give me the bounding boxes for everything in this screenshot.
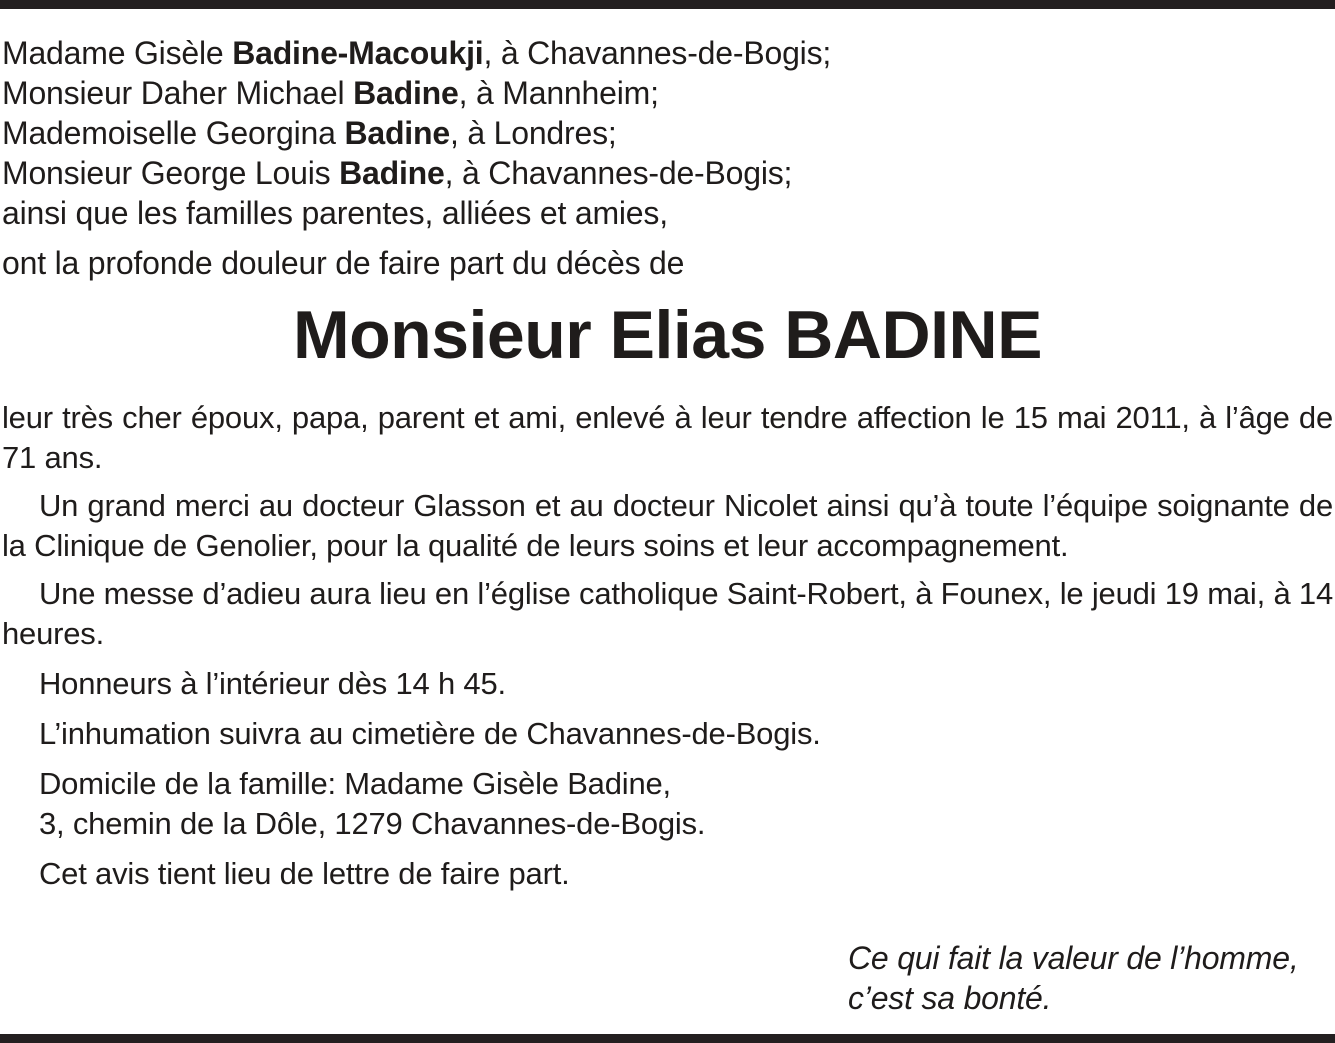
tribute-paragraph: leur très cher époux, papa, parent et ami, enlevé à leur tendre affection le 15 mai 2011, à l’âge de 71 ans.: [2, 400, 1333, 475]
thanks-paragraph: Un grand merci au docteur Glasson et au docteur Nicolet ainsi qu’à toute l’équipe soignante de la Clinique de Genolier, pour la qualité de leurs soins et leur accompagnement.: [2, 488, 1333, 563]
announcement-intro: ont la profonde douleur de faire part du décès de: [2, 245, 685, 281]
family-member-line: [2, 33, 831, 73]
burial-paragraph: L’inhumation suivra au cimetière de Chavannes-de-Bogis.: [39, 716, 821, 751]
notice-paragraph: Cet avis tient lieu de lettre de faire part.: [39, 856, 570, 891]
extended-family-text: ainsi que les familles parentes, alliées et amies,: [2, 195, 668, 231]
quote-line-1: Ce qui fait la valeur de l’homme,: [848, 940, 1299, 976]
honours-paragraph: Honneurs à l’intérieur dès 14 h 45.: [39, 666, 506, 701]
family-member-surname: Badine: [339, 155, 445, 191]
family-member-line: [2, 73, 831, 113]
notice-body: [2, 398, 1333, 894]
extended-family-line: [2, 193, 831, 233]
quote-line-2: c’est sa bonté.: [848, 980, 1052, 1016]
domicile-line-1: Domicile de la famille: Madame Gisèle Badine,: [39, 766, 671, 801]
family-member-name: Monsieur Daher Michael: [2, 75, 354, 111]
family-member-surname: Badine: [344, 115, 450, 151]
family-member-name: Monsieur George Louis: [2, 155, 340, 191]
family-member-line: [2, 153, 831, 193]
family-member-place: , à Chavannes-de-Bogis;: [444, 155, 793, 191]
family-member-name: Mademoiselle Georgina: [2, 115, 345, 151]
mass-paragraph: Une messe d’adieu aura lieu en l’église catholique Saint-Robert, à Founex, le jeudi 19 mai, à 14 heures.: [2, 576, 1333, 651]
family-list: [2, 33, 831, 233]
family-member-line: [2, 113, 831, 153]
bottom-border-rule: [0, 1034, 1335, 1043]
deceased-name: Monsieur Elias BADINE: [293, 297, 1042, 373]
family-member-place: , à Chavannes-de-Bogis;: [483, 35, 832, 71]
family-member-surname: Badine: [353, 75, 459, 111]
family-member-place: , à Londres;: [449, 115, 617, 151]
family-member-name: Madame Gisèle: [2, 35, 233, 71]
top-border-rule: [0, 0, 1335, 9]
domicile-line-2: 3, chemin de la Dôle, 1279 Chavannes-de-Bogis.: [39, 806, 706, 841]
family-member-place: , à Mannheim;: [458, 75, 659, 111]
closing-quote: [848, 938, 1299, 1018]
family-member-surname: Badine-Macoukji: [232, 35, 484, 71]
